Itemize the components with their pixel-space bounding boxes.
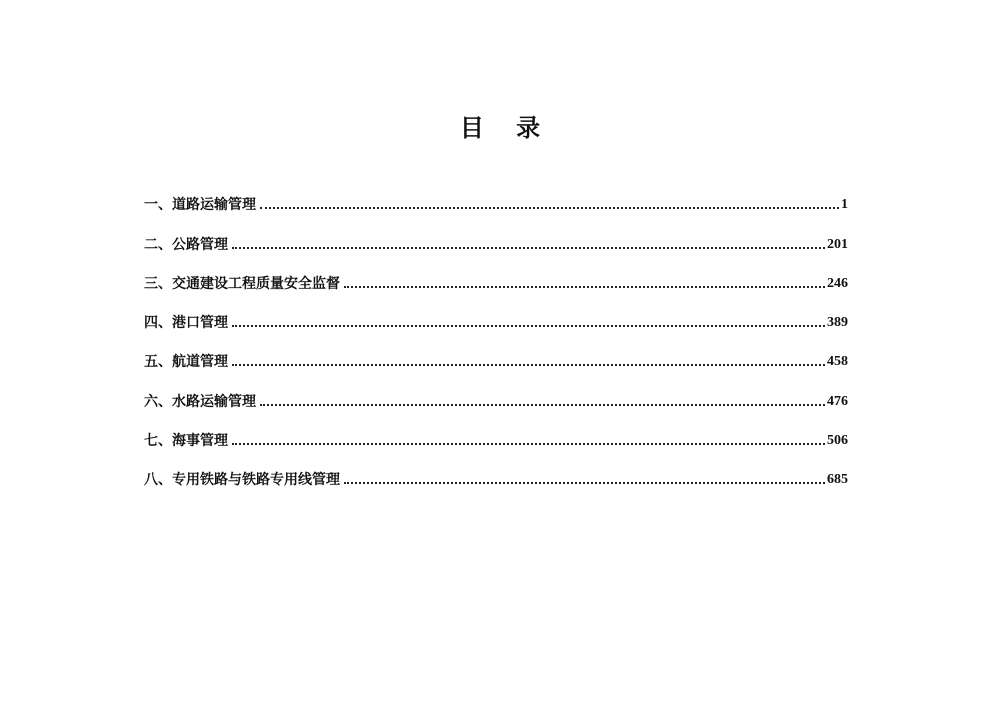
- toc-entry-label: 六、水路运输管理: [144, 393, 256, 410]
- toc-entry-label: 一、道路运输管理: [144, 197, 256, 214]
- toc-entry-page-number: 1: [841, 197, 848, 213]
- toc-entry[interactable]: [144, 176, 848, 215]
- toc-entry-label: 七、海事管理: [144, 433, 228, 450]
- toc-list: [144, 176, 848, 490]
- toc-entry[interactable]: [144, 333, 848, 372]
- toc-entry[interactable]: [144, 294, 848, 333]
- toc-dot-leader: [260, 207, 839, 209]
- toc-entry-page-number: 458: [827, 354, 848, 370]
- toc-dot-leader: [344, 482, 825, 484]
- toc-entry[interactable]: [144, 255, 848, 294]
- toc-entry-label: 二、公路管理: [144, 236, 228, 253]
- toc-dot-leader: [232, 325, 825, 327]
- toc-dot-leader: [232, 364, 825, 366]
- toc-entry-page-number: 476: [827, 393, 848, 409]
- toc-entry-label: 八、专用铁路与铁路专用线管理: [144, 472, 340, 489]
- toc-entry-label: 五、航道管理: [144, 354, 228, 371]
- toc-entry[interactable]: [144, 215, 848, 254]
- toc-entry[interactable]: [144, 451, 848, 490]
- toc-entry-page-number: 246: [827, 275, 848, 291]
- toc-entry-page-number: 201: [827, 236, 848, 252]
- toc-entry-label: 三、交通建设工程质量安全监督: [144, 275, 340, 292]
- toc-entry-label: 四、港口管理: [144, 315, 228, 332]
- toc-entry[interactable]: [144, 372, 848, 411]
- toc-title: 目 录: [459, 113, 553, 142]
- toc-entry-page-number: 389: [827, 315, 848, 331]
- toc-entry-page-number: 506: [827, 433, 848, 449]
- toc-dot-leader: [232, 247, 825, 249]
- toc-dot-leader: [232, 443, 825, 445]
- toc-entry[interactable]: [144, 412, 848, 451]
- toc-dot-leader: [260, 404, 825, 406]
- toc-dot-leader: [344, 286, 825, 288]
- toc-entry-page-number: 685: [827, 472, 848, 488]
